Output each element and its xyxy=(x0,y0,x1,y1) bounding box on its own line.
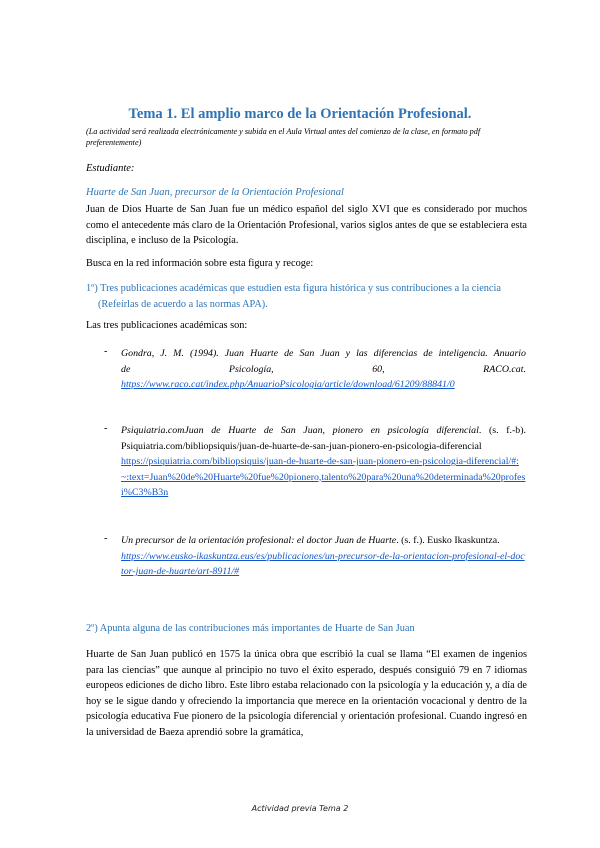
answer-1-intro: Las tres publicaciones académicas son: xyxy=(86,320,248,331)
list-dash: - xyxy=(104,423,108,434)
reference-3-title: Un precursor de la orientación profesional: el doctor Juan de Huarte xyxy=(121,535,397,546)
reference-3 xyxy=(121,533,526,580)
list-dash: - xyxy=(104,533,108,544)
answer-2-paragraph: Huarte de San Juan publicó en 1575 la única obra que escribió la cual se llama “El examen de ingenios para las ciencias” que aunque al principio no tuvo el éxito esperado, después consiguió 79 en 7 idiomas europeos ediciones de dicho libro. Este libro estaba relacionado con la psicología y la educación y, a día de hoy se le sigue dando y ofreciendo la importancia que merece en la orientación vocacional y dentro de la psicología educativa Fue pionero de la psicología diferencial y orientación profesional. Cuando ingresó en la universidad de Baeza aprendió sobre la gramática, xyxy=(86,649,527,738)
reference-1-line2 xyxy=(121,362,526,378)
reference-1-word: RACO.cat. xyxy=(483,363,526,375)
question-2: 2º) Apunta alguna de las contribuciones más importantes de Huarte de San Juan xyxy=(86,623,415,634)
reference-1-link[interactable]: https://www.raco.cat/index.php/AnuarioPsicologia/article/download/61209/88841/0 xyxy=(121,379,455,390)
reference-1-word: de xyxy=(121,363,131,375)
reference-1 xyxy=(121,346,526,393)
page-footer: Actividad previa Tema 2 xyxy=(251,804,349,813)
reference-2-rest: . (s. f.-b). Psiquiatria.com/bibliopsiquis/juan-de-huarte-de-san-juan-pionero-en-psicologia-diferencial xyxy=(121,425,526,452)
student-label: Estudiante: xyxy=(86,163,135,174)
intro-paragraph: Juan de Dios Huarte de San Juan fue un médico español del siglo XVI que es considerado por muchos como el antecedente más claro de la Orientación Profesional, varios siglos antes de que se estableciera esta disciplina, e incluso de la Psicología. xyxy=(86,204,527,246)
reference-1-word: 60, xyxy=(372,363,385,375)
reference-1-word: Psicología, xyxy=(228,363,274,375)
section-heading: Huarte de San Juan, precursor de la Orientación Profesional xyxy=(86,187,344,198)
reference-3-rest: . (s. f.). Eusko Ikaskuntza. xyxy=(396,535,500,546)
reference-2 xyxy=(121,423,526,501)
reference-3-link[interactable]: https://www.eusko-ikaskuntza.eus/es/publicaciones/un-precursor-de-la-orientacion-profesional-el-doctor-juan-de-huarte/art-8911/# xyxy=(121,550,525,577)
instruction-text: Busca en la red información sobre esta figura y recoge: xyxy=(86,258,314,269)
page-title: Tema 1. El amplio marco de la Orientación Profesional. xyxy=(128,106,472,122)
activity-note: (La actividad será realizada electrónicamente y subida en el Aula Virtual antes del comienzo de la clase, en formato pdf preferentemente) xyxy=(86,127,481,147)
reference-2-title: Psiquiatria.comJuan de Huarte de San Juan, pionero en psicología diferencial xyxy=(121,425,479,436)
list-dash: - xyxy=(104,346,108,357)
question-1: 1º) Tres publicaciones académicas que estudien esta figura histórica y sus contribuciones a la ciencia (Refeírlas de acuerdo a las normas APA). xyxy=(86,283,501,310)
reference-2-link[interactable]: https://psiquiatria.com/bibliopsiquis/juan-de-huarte-de-san-juan-pionero-en-psicologia-diferencial/#:~:text=Juan%20de%20Huarte%20fue%20pionero,talento%20para%20una%20determinada%20profesi%C3%B3n xyxy=(121,456,526,498)
reference-1-line1: Gondra, J. M. (1994). Juan Huarte de San Juan y las diferencias de inteligencia. Anuario xyxy=(121,348,526,359)
